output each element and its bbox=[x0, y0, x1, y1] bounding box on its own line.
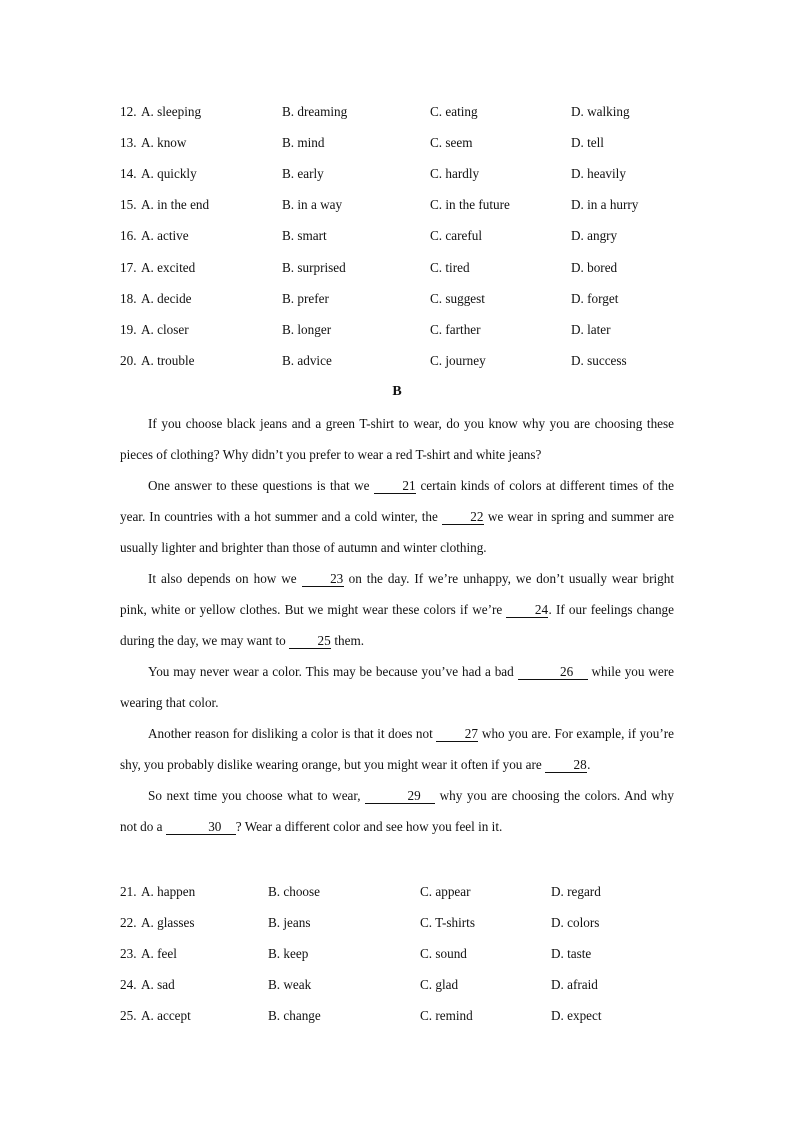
question-number: 15. bbox=[120, 197, 137, 212]
option-a: A. glasses bbox=[141, 915, 195, 930]
text: You may never wear a color. This may be because you’ve had a bad bbox=[148, 664, 514, 679]
option-a: A. trouble bbox=[141, 353, 195, 368]
option-a: A. know bbox=[141, 135, 187, 150]
option-b: B. mind bbox=[282, 135, 325, 150]
blank-30: 30 bbox=[166, 819, 236, 835]
option-b: B. keep bbox=[268, 946, 309, 961]
option-d: D. regard bbox=[551, 884, 601, 899]
question-row-15 bbox=[0, 195, 794, 215]
option-a: A. in the end bbox=[141, 197, 210, 212]
paragraph-2 bbox=[120, 470, 674, 563]
blank-28: 28 bbox=[545, 757, 587, 773]
text: One answer to these questions is that we bbox=[148, 478, 370, 493]
blank-27: 27 bbox=[436, 726, 478, 742]
option-d: D. walking bbox=[571, 104, 630, 119]
option-c: C. farther bbox=[430, 322, 481, 337]
cloze-passage bbox=[120, 408, 674, 842]
option-d: D. expect bbox=[551, 1008, 602, 1023]
option-b: B. weak bbox=[268, 977, 312, 992]
text: Another reason for disliking a color is that it does not bbox=[148, 726, 433, 741]
option-c: C. tired bbox=[430, 260, 470, 275]
option-a: A. happen bbox=[141, 884, 196, 899]
question-number: 21. bbox=[120, 884, 137, 899]
option-c: C. remind bbox=[420, 1008, 473, 1023]
section-title: B bbox=[392, 384, 402, 399]
text: So next time you choose what to wear, bbox=[148, 788, 361, 803]
question-number: 24. bbox=[120, 977, 137, 992]
option-b: B. change bbox=[268, 1008, 321, 1023]
question-row-12 bbox=[0, 102, 794, 122]
text: we wear in spring and summer are usually lighter and brighter than those of autumn and winter clothing. bbox=[120, 509, 675, 555]
option-d: D. angry bbox=[571, 228, 618, 243]
question-row-20 bbox=[0, 351, 794, 371]
question-number: 23. bbox=[120, 946, 137, 961]
question-number: 19. bbox=[120, 322, 137, 337]
option-a: A. feel bbox=[141, 946, 177, 961]
option-b: B. choose bbox=[268, 884, 321, 899]
question-number: 18. bbox=[120, 291, 137, 306]
question-number: 14. bbox=[120, 166, 137, 181]
text: on the day. If we’re unhappy, we don’t usually wear bright pink, white or yellow clothes. But we might wear these colors if we’re bbox=[120, 571, 675, 617]
question-number: 13. bbox=[120, 135, 137, 150]
option-c: C. in the future bbox=[430, 197, 510, 212]
option-b: B. in a way bbox=[282, 197, 343, 212]
paragraph-1: If you choose black jeans and a green T-shirt to wear, do you know why you are choosing these pieces of clothing? Why didn’t you prefer to wear a red T-shirt and white jeans? bbox=[120, 416, 674, 462]
question-row-14 bbox=[0, 164, 794, 184]
option-d: D. success bbox=[571, 353, 627, 368]
blank-24: 24 bbox=[506, 602, 548, 618]
question-row-13 bbox=[0, 133, 794, 153]
text: who you are. For example, if you’re shy, you probably dislike wearing orange, but you might wear it often if you are bbox=[120, 726, 674, 772]
option-c: C. glad bbox=[420, 977, 459, 992]
paragraph-6 bbox=[120, 780, 674, 842]
option-c: C. eating bbox=[430, 104, 478, 119]
option-b: B. jeans bbox=[268, 915, 311, 930]
question-row-23 bbox=[0, 944, 794, 964]
option-b: B. prefer bbox=[282, 291, 329, 306]
option-c: C. sound bbox=[420, 946, 467, 961]
option-b: B. longer bbox=[282, 322, 332, 337]
text: why you are choosing the colors. And why not do a bbox=[120, 788, 674, 834]
option-b: B. smart bbox=[282, 228, 327, 243]
text: while you were wearing that color. bbox=[120, 664, 674, 710]
text: certain kinds of colors at different times of the year. In countries with a hot summer and a cold winter, the bbox=[120, 478, 675, 524]
option-b: B. dreaming bbox=[282, 104, 348, 119]
paragraph-4 bbox=[120, 656, 674, 718]
option-b: B. surprised bbox=[282, 260, 346, 275]
option-c: C. journey bbox=[430, 353, 486, 368]
question-row-17 bbox=[0, 258, 794, 278]
text: . If our feelings change during the day, we may want to bbox=[120, 602, 674, 648]
question-number: 17. bbox=[120, 260, 137, 275]
option-c: C. suggest bbox=[430, 291, 485, 306]
question-row-25 bbox=[0, 1006, 794, 1026]
question-row-24 bbox=[0, 975, 794, 995]
blank-22: 22 bbox=[442, 509, 484, 525]
option-d: D. forget bbox=[571, 291, 619, 306]
option-c: C. hardly bbox=[430, 166, 480, 181]
option-a: A. decide bbox=[141, 291, 192, 306]
option-d: D. afraid bbox=[551, 977, 598, 992]
paragraph-5 bbox=[120, 718, 674, 780]
question-number: 16. bbox=[120, 228, 137, 243]
option-b: B. advice bbox=[282, 353, 332, 368]
option-d: D. in a hurry bbox=[571, 197, 639, 212]
option-a: A. closer bbox=[141, 322, 189, 337]
text: . bbox=[587, 757, 591, 772]
text: It also depends on how we bbox=[148, 571, 297, 586]
option-a: A. excited bbox=[141, 260, 196, 275]
question-number: 12. bbox=[120, 104, 137, 119]
option-a: A. quickly bbox=[141, 166, 197, 181]
question-row-22 bbox=[0, 913, 794, 933]
option-d: D. bored bbox=[571, 260, 618, 275]
option-a: A. accept bbox=[141, 1008, 191, 1023]
option-d: D. heavily bbox=[571, 166, 626, 181]
question-row-21 bbox=[0, 882, 794, 902]
blank-26: 26 bbox=[518, 664, 588, 680]
text: ? Wear a different color and see how you feel in it. bbox=[235, 819, 503, 834]
option-d: D. colors bbox=[551, 915, 600, 930]
option-c: C. T-shirts bbox=[420, 915, 475, 930]
question-number: 25. bbox=[120, 1008, 137, 1023]
question-number: 22. bbox=[120, 915, 137, 930]
option-a: A. active bbox=[141, 228, 189, 243]
option-a: A. sad bbox=[141, 977, 175, 992]
question-row-16 bbox=[0, 226, 794, 246]
option-d: D. later bbox=[571, 322, 611, 337]
option-c: C. careful bbox=[430, 228, 482, 243]
option-c: C. seem bbox=[430, 135, 473, 150]
blank-23: 23 bbox=[302, 571, 344, 587]
text: them. bbox=[334, 633, 365, 648]
option-b: B. early bbox=[282, 166, 324, 181]
option-c: C. appear bbox=[420, 884, 471, 899]
question-number: 20. bbox=[120, 353, 137, 368]
paragraph-3 bbox=[120, 563, 674, 656]
question-row-18 bbox=[0, 289, 794, 309]
option-d: D. taste bbox=[551, 946, 592, 961]
question-row-19 bbox=[0, 320, 794, 340]
blank-25: 25 bbox=[289, 633, 331, 649]
blank-21: 21 bbox=[374, 478, 416, 494]
option-a: A. sleeping bbox=[141, 104, 202, 119]
blank-29: 29 bbox=[365, 788, 435, 804]
option-d: D. tell bbox=[571, 135, 604, 150]
